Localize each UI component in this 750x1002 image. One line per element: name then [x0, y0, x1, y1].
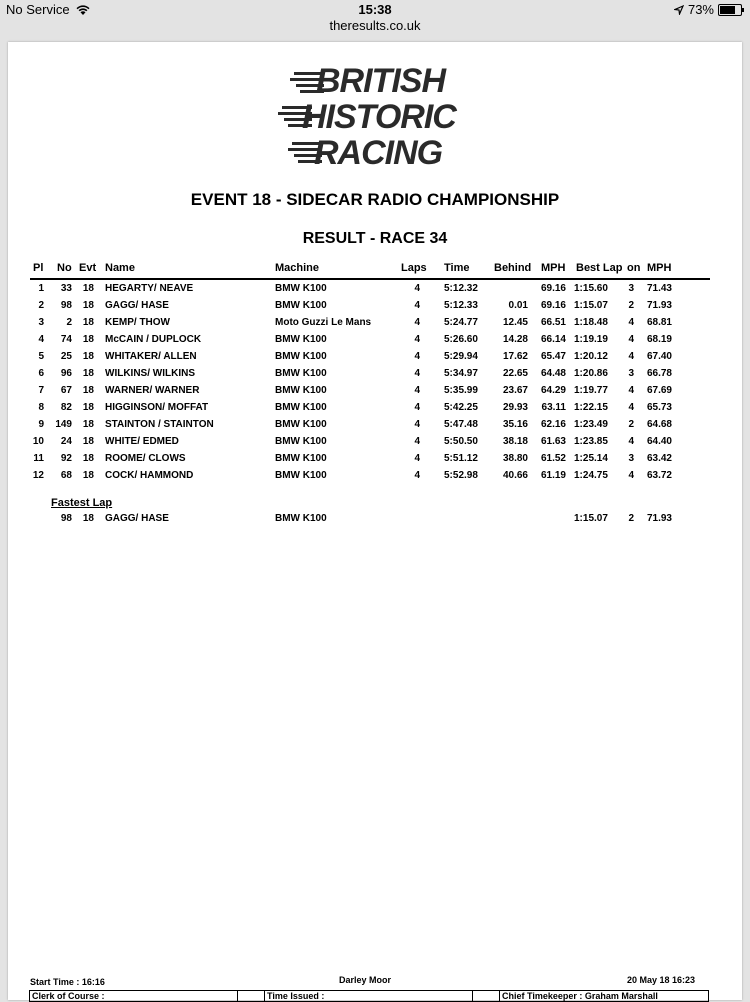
cell-evt: 18: [82, 419, 94, 430]
cell-time: 5:24.77: [444, 317, 478, 328]
cell-best-lap: 1:19.77: [574, 385, 608, 396]
cell-no: 96: [60, 368, 72, 379]
signature-box: [472, 990, 500, 1002]
table-row: [8, 470, 742, 487]
cell-mph: 64.29: [540, 385, 566, 396]
cell-evt: 18: [82, 300, 94, 311]
location-arrow-icon: [674, 5, 684, 15]
cell-name: WHITE/ EDMED: [105, 436, 179, 447]
cell-behind: 35.16: [502, 419, 528, 430]
cell-behind: 38.80: [502, 453, 528, 464]
battery-icon: [718, 4, 742, 16]
cell-machine: BMW K100: [275, 300, 327, 311]
cell-laps: 4: [414, 351, 420, 362]
fastest-lap-row: [8, 513, 742, 530]
cell-mph: 69.16: [540, 283, 566, 294]
cell-laps: 4: [414, 317, 420, 328]
cell-evt: 18: [82, 453, 94, 464]
cell-on: 2: [628, 513, 634, 524]
cell-on: 2: [628, 300, 634, 311]
table-row: [8, 317, 742, 334]
signature-box: [237, 990, 265, 1002]
cell-evt: 18: [82, 351, 94, 362]
cell-best-lap: 1:19.19: [574, 334, 608, 345]
cell-laps: 4: [414, 402, 420, 413]
cell-time: 5:52.98: [444, 470, 478, 481]
logo-line-1: BRITISH: [316, 62, 445, 100]
cell-on: 4: [628, 470, 634, 481]
table-row: [8, 300, 742, 317]
cell-behind: 17.62: [502, 351, 528, 362]
cell-best-lap: 1:15.07: [574, 513, 608, 524]
cell-machine: BMW K100: [275, 385, 327, 396]
cell-no: 92: [60, 453, 72, 464]
cell-best-lap: 1:20.86: [574, 368, 608, 379]
cell-mph-2: 67.40: [646, 351, 672, 362]
cell-name: GAGG/ HASE: [105, 513, 169, 524]
cell-mph: 62.16: [540, 419, 566, 430]
cell-machine: BMW K100: [275, 470, 327, 481]
cell-pl: 7: [38, 385, 44, 396]
cell-mph-2: 63.72: [646, 470, 672, 481]
cell-name: ROOME/ CLOWS: [105, 453, 186, 464]
cell-on: 4: [628, 317, 634, 328]
cell-time: 5:35.99: [444, 385, 478, 396]
cell-behind: 0.01: [508, 300, 528, 311]
cell-mph: 63.11: [541, 402, 566, 413]
cell-best-lap: 1:18.48: [574, 317, 608, 328]
logo-line-3: RACING: [314, 134, 443, 172]
cell-pl: 5: [38, 351, 44, 362]
cell-laps: 4: [414, 283, 420, 294]
cell-machine: BMW K100: [275, 436, 327, 447]
cell-name: McCAIN / DUPLOCK: [105, 334, 202, 345]
timekeeper-label: Chief Timekeeper : Graham Marshall: [502, 991, 658, 1001]
cell-no: 98: [60, 300, 72, 311]
cell-on: 4: [628, 334, 634, 345]
cell-pl: 2: [38, 300, 44, 311]
cell-mph-2: 63.42: [646, 453, 672, 464]
cell-time: 5:42.25: [444, 402, 478, 413]
cell-mph: 69.16: [540, 300, 566, 311]
cell-name: WARNER/ WARNER: [105, 385, 200, 396]
cell-name: WHITAKER/ ALLEN: [105, 351, 197, 362]
cell-behind: 14.28: [502, 334, 528, 345]
cell-mph: 61.19: [540, 470, 566, 481]
cell-laps: 4: [414, 334, 420, 345]
cell-pl: 9: [38, 419, 44, 430]
cell-pl: 3: [38, 317, 44, 328]
time-issued-label: Time Issued :: [267, 991, 325, 1001]
cell-mph-2: 67.69: [646, 385, 672, 396]
cell-no: 24: [60, 436, 72, 447]
cell-pl: 4: [38, 334, 44, 345]
header-machine: Machine: [275, 262, 320, 274]
cell-evt: 18: [82, 368, 94, 379]
cell-name: KEMP/ THOW: [105, 317, 170, 328]
cell-no: 33: [60, 283, 72, 294]
header-on: on: [627, 262, 641, 274]
cell-on: 4: [628, 436, 634, 447]
cell-evt: 18: [82, 402, 94, 413]
cell-on: 4: [628, 385, 634, 396]
time-issued-box: [264, 990, 473, 1002]
cell-no: 25: [60, 351, 72, 362]
cell-machine: BMW K100: [275, 283, 327, 294]
cell-time: 5:29.94: [444, 351, 478, 362]
cell-name: COCK/ HAMMOND: [105, 470, 194, 481]
table-row: [8, 436, 742, 453]
table-row: [8, 419, 742, 436]
cell-mph-2: 65.73: [646, 402, 672, 413]
cell-pl: 12: [32, 470, 44, 481]
cell-mph-2: 64.68: [646, 419, 672, 430]
cell-on: 4: [628, 402, 634, 413]
cell-time: 5:26.60: [444, 334, 478, 345]
cell-evt: 18: [82, 470, 94, 481]
cell-no: 67: [60, 385, 72, 396]
cell-laps: 4: [414, 368, 420, 379]
cell-pl: 1: [38, 283, 44, 294]
cell-no: 68: [60, 470, 72, 481]
cell-best-lap: 1:15.60: [574, 283, 608, 294]
cell-no: 2: [66, 317, 72, 328]
cell-pl: 11: [33, 453, 44, 464]
cell-best-lap: 1:25.14: [574, 453, 608, 464]
cell-no: 74: [60, 334, 72, 345]
battery-percent: 73%: [687, 2, 714, 17]
cell-no: 98: [60, 513, 72, 524]
cell-laps: 4: [414, 300, 420, 311]
cell-pl: 6: [38, 368, 44, 379]
header-name: Name: [105, 262, 135, 274]
cell-name: STAINTON / STAINTON: [105, 419, 214, 430]
cell-time: 5:47.48: [444, 419, 478, 430]
cell-behind: 22.65: [502, 368, 528, 379]
cell-on: 3: [628, 368, 634, 379]
cell-behind: 38.18: [502, 436, 528, 447]
clock: 15:38: [358, 2, 392, 17]
header-mph: MPH: [541, 262, 566, 274]
cell-name: HIGGINSON/ MOFFAT: [105, 402, 209, 413]
start-time: Start Time : 16:16: [30, 977, 105, 987]
cell-no: 149: [55, 419, 72, 430]
cell-machine: BMW K100: [275, 453, 327, 464]
cell-laps: 4: [414, 419, 420, 430]
table-row: [8, 385, 742, 402]
cell-laps: 4: [414, 453, 420, 464]
cell-mph-2: 64.40: [646, 436, 672, 447]
report-date: 20 May 18 16:23: [627, 975, 696, 985]
chief-timekeeper-box: [499, 990, 709, 1002]
cell-laps: 4: [414, 385, 420, 396]
header-laps: Laps: [401, 262, 427, 274]
table-row: [8, 334, 742, 351]
cell-evt: 18: [82, 513, 94, 524]
cell-evt: 18: [82, 334, 94, 345]
cell-best-lap: 1:15.07: [574, 300, 608, 311]
cell-name: WILKINS/ WILKINS: [105, 368, 195, 379]
carrier-label: No Service: [6, 2, 70, 17]
british-historic-racing-logo: [278, 64, 478, 174]
results-document: [8, 42, 742, 1000]
cell-time: 5:12.33: [444, 300, 478, 311]
cell-mph-2: 71.43: [646, 283, 672, 294]
cell-on: 2: [628, 419, 634, 430]
cell-name: GAGG/ HASE: [105, 300, 169, 311]
cell-no: 82: [60, 402, 72, 413]
cell-time: 5:12.32: [444, 283, 478, 294]
header-time: Time: [444, 262, 470, 274]
cell-mph: 66.14: [540, 334, 566, 345]
cell-evt: 18: [82, 385, 94, 396]
cell-mph-2: 66.78: [646, 368, 672, 379]
header-rule: [30, 278, 710, 280]
cell-behind: 23.67: [502, 385, 528, 396]
cell-on: 4: [628, 351, 634, 362]
venue: Darley Moor: [339, 975, 392, 985]
cell-time: 5:50.50: [444, 436, 478, 447]
cell-evt: 18: [82, 317, 94, 328]
cell-mph: 61.52: [540, 453, 566, 464]
result-title: RESULT - RACE 34: [302, 230, 448, 247]
clerk-of-course-box: [29, 990, 238, 1002]
header-evt: Evt: [79, 262, 97, 274]
cell-pl: 8: [38, 402, 44, 413]
table-row: [8, 453, 742, 470]
header-no: No: [57, 262, 72, 274]
cell-mph-2: 71.93: [646, 513, 672, 524]
cell-machine: BMW K100: [275, 368, 327, 379]
cell-evt: 18: [82, 283, 94, 294]
cell-laps: 4: [414, 436, 420, 447]
table-row: [8, 283, 742, 300]
cell-machine: BMW K100: [275, 419, 327, 430]
logo-line-2: HISTORIC: [302, 98, 456, 136]
cell-best-lap: 1:23.85: [574, 436, 608, 447]
cell-mph: 65.47: [540, 351, 566, 362]
cell-mph-2: 68.19: [646, 334, 672, 345]
cell-time: 5:34.97: [444, 368, 478, 379]
cell-laps: 4: [414, 470, 420, 481]
cell-machine: BMW K100: [275, 513, 327, 524]
cell-behind: 29.93: [502, 402, 528, 413]
cell-on: 3: [628, 453, 634, 464]
cell-mph: 64.48: [540, 368, 566, 379]
cell-mph: 61.63: [540, 436, 566, 447]
event-title: EVENT 18 - SIDECAR RADIO CHAMPIONSHIP: [190, 190, 560, 209]
cell-machine: Moto Guzzi Le Mans: [275, 317, 372, 328]
cell-evt: 18: [82, 436, 94, 447]
cell-behind: 12.45: [502, 317, 528, 328]
status-bar: [0, 0, 750, 20]
cell-behind: 40.66: [502, 470, 528, 481]
header-behind: Behind: [494, 262, 532, 274]
address-bar[interactable]: theresults.co.uk: [329, 18, 421, 33]
cell-name: HEGARTY/ NEAVE: [105, 283, 194, 294]
header-best-lap: Best Lap: [576, 262, 623, 274]
header-pl: Pl: [33, 262, 44, 274]
cell-machine: BMW K100: [275, 351, 327, 362]
cell-machine: BMW K100: [275, 334, 327, 345]
table-row: [8, 368, 742, 385]
cell-best-lap: 1:22.15: [574, 402, 608, 413]
cell-mph-2: 68.81: [646, 317, 672, 328]
cell-on: 3: [628, 283, 634, 294]
fastest-lap-label: Fastest Lap: [51, 497, 113, 509]
header-mph-2: MPH: [647, 262, 672, 274]
cell-mph: 66.51: [540, 317, 566, 328]
cell-time: 5:51.12: [444, 453, 478, 464]
clerk-label: Clerk of Course :: [32, 991, 105, 1001]
cell-pl: 10: [32, 436, 44, 447]
cell-best-lap: 1:24.75: [574, 470, 608, 481]
cell-mph-2: 71.93: [646, 300, 672, 311]
table-row: [8, 351, 742, 368]
cell-best-lap: 1:20.12: [574, 351, 608, 362]
table-header: [8, 262, 742, 278]
cell-best-lap: 1:23.49: [574, 419, 608, 430]
table-row: [8, 402, 742, 419]
cell-machine: BMW K100: [275, 402, 327, 413]
